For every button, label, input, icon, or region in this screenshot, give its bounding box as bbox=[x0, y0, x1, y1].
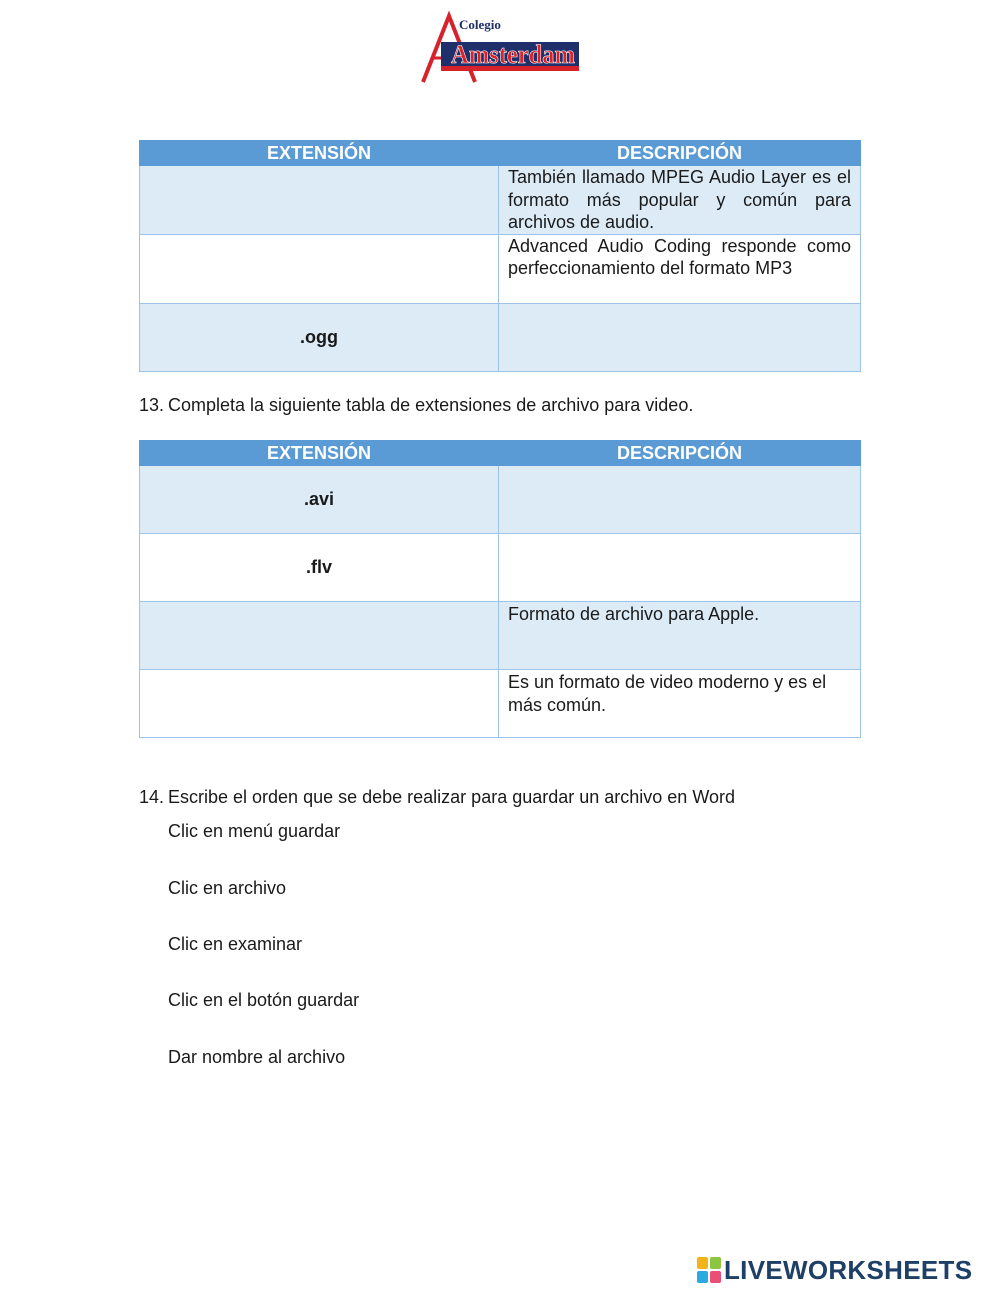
order-step[interactable]: Dar nombre al archivo bbox=[168, 1047, 346, 1067]
extension-cell[interactable] bbox=[140, 166, 499, 235]
extension-cell[interactable] bbox=[140, 602, 499, 670]
table-row bbox=[140, 534, 861, 602]
order-step[interactable]: Clic en el botón guardar bbox=[168, 990, 360, 1010]
description-cell: Formato de archivo para Apple. bbox=[499, 602, 861, 670]
logo-main-text: Amsterdam bbox=[451, 40, 576, 69]
table-row bbox=[140, 234, 861, 303]
liveworksheets-icon bbox=[697, 1257, 721, 1283]
description-cell[interactable] bbox=[499, 534, 861, 602]
header-description: DESCRIPCIÓN bbox=[499, 141, 861, 166]
extension-cell: .flv bbox=[140, 534, 499, 602]
question-number: 13. bbox=[139, 395, 165, 415]
table-row bbox=[140, 166, 861, 235]
order-step[interactable]: Clic en examinar bbox=[168, 934, 303, 954]
header-extension: EXTENSIÓN bbox=[140, 441, 499, 466]
question-14 bbox=[139, 786, 735, 808]
extension-cell[interactable] bbox=[140, 670, 499, 738]
question-number: 14. bbox=[139, 787, 165, 807]
question-13 bbox=[139, 394, 693, 416]
audio-extensions-table bbox=[139, 140, 861, 372]
table-row bbox=[140, 303, 861, 371]
description-cell: Es un formato de video moderno y es el más común. bbox=[499, 670, 861, 738]
table-header-row bbox=[140, 441, 861, 466]
video-extensions-table bbox=[139, 440, 861, 738]
order-step[interactable]: Clic en archivo bbox=[168, 878, 287, 898]
question-text: Completa la siguiente tabla de extensiones de archivo para video. bbox=[168, 395, 694, 415]
table-row bbox=[140, 670, 861, 738]
liveworksheets-wordmark: LIVEWORKSHEETS bbox=[724, 1255, 973, 1285]
extension-cell[interactable] bbox=[140, 234, 499, 303]
header-extension: EXTENSIÓN bbox=[140, 141, 499, 166]
description-cell[interactable] bbox=[499, 466, 861, 534]
extension-cell: .ogg bbox=[140, 303, 499, 371]
description-cell[interactable] bbox=[499, 303, 861, 371]
logo-small-text: Colegio bbox=[459, 17, 501, 32]
description-cell: También llamado MPEG Audio Layer es el formato más popular y común para archivos de audio. bbox=[499, 166, 861, 235]
table-header-row bbox=[140, 141, 861, 166]
extension-cell: .avi bbox=[140, 466, 499, 534]
header-description: DESCRIPCIÓN bbox=[499, 441, 861, 466]
table-row bbox=[140, 466, 861, 534]
colegio-amsterdam-logo bbox=[415, 8, 585, 90]
description-cell: Advanced Audio Coding responde como perfeccionamiento del formato MP3 bbox=[499, 234, 861, 303]
order-step[interactable]: Clic en menú guardar bbox=[168, 821, 341, 841]
table-row bbox=[140, 602, 861, 670]
question-text: Escribe el orden que se debe realizar para guardar un archivo en Word bbox=[168, 787, 735, 807]
